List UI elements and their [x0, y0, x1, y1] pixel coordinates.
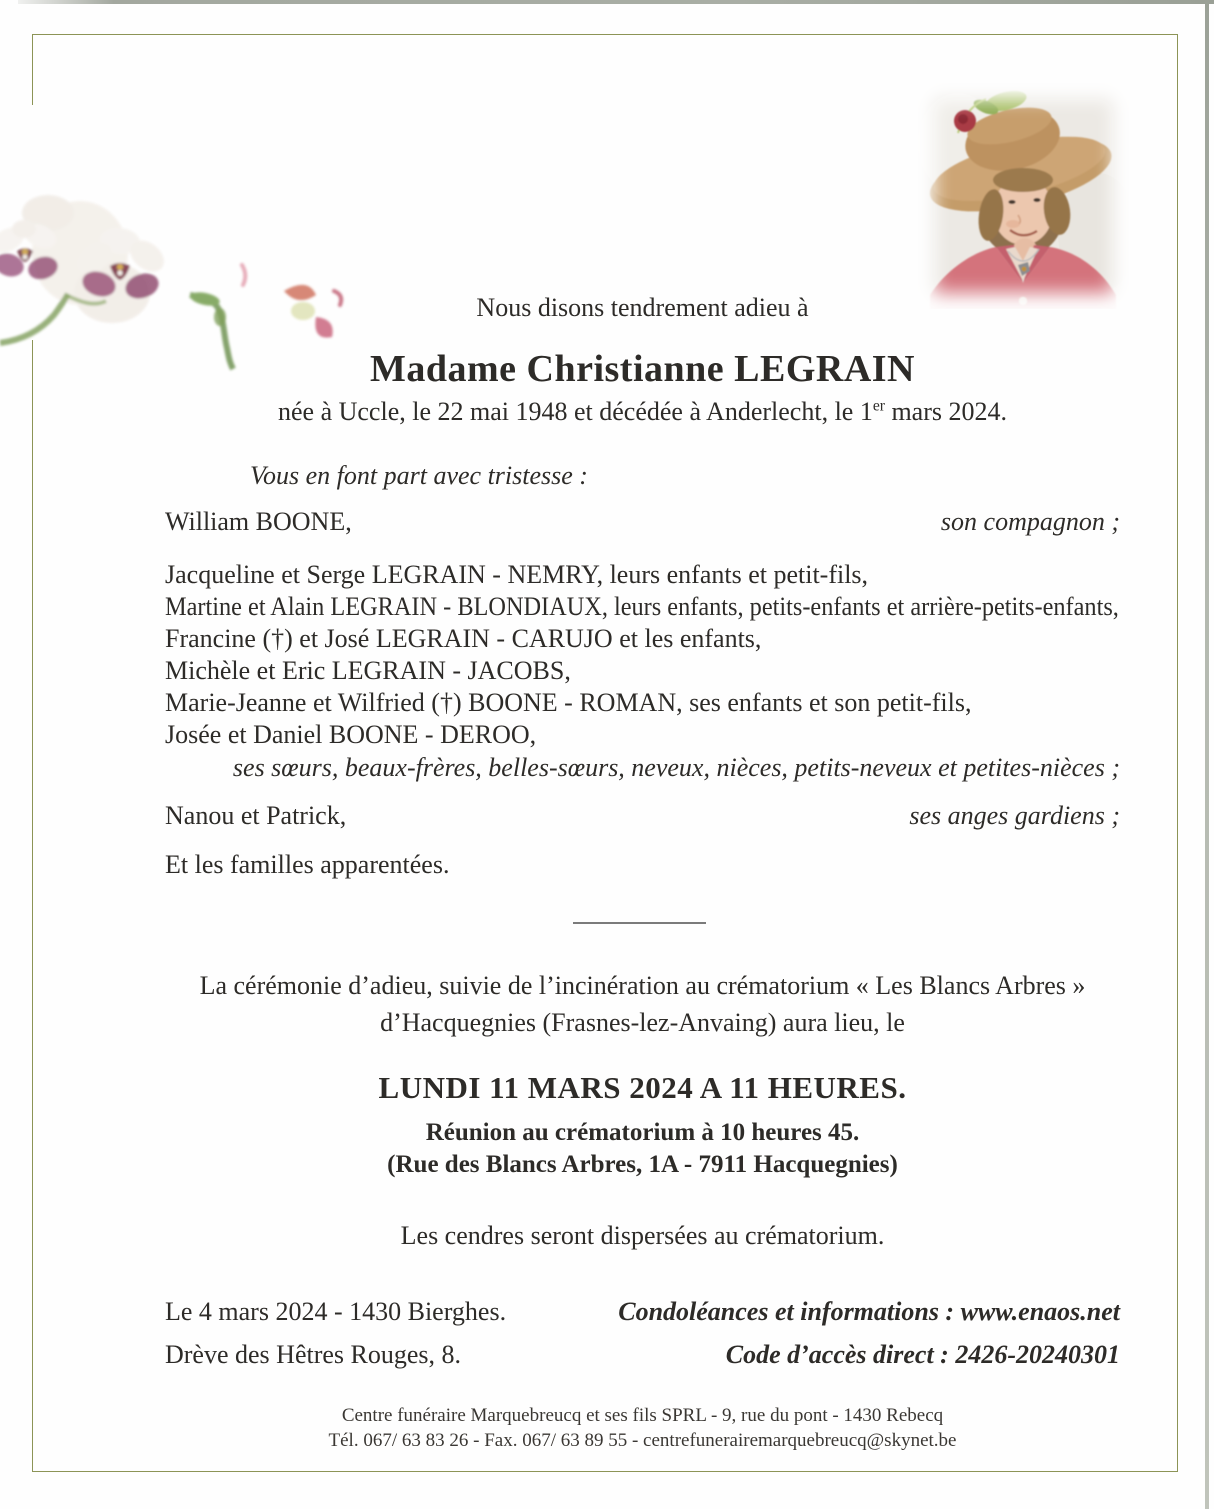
- family-line: Francine (†) et José LEGRAIN - CARUJO et les enfants,: [165, 624, 762, 653]
- funeral-home-line-2: Tél. 067/ 63 83 26 - Fax. 067/ 63 89 55 - centrefunerairemarquebreucq@skynet.be: [328, 1430, 957, 1451]
- closing-street: Drève des Hêtres Rouges, 8.: [165, 1340, 462, 1369]
- ordinal-superscript: er: [872, 397, 885, 415]
- guardians-names: Nanou et Patrick,: [165, 801, 347, 830]
- funeral-home-line-1: Centre funéraire Marquebreucq et ses fils SPRL - 9, rue du pont - 1430 Rebecq: [341, 1405, 944, 1426]
- related-families-line: Et les familles apparentées.: [165, 850, 450, 879]
- scan-edge-top: [18, 0, 1214, 4]
- family-line: Michèle et Eric LEGRAIN - JACOBS,: [165, 656, 571, 685]
- ceremony-address-line: (Rue des Blancs Arbres, 1A - 7911 Hacquegnies): [387, 1151, 898, 1178]
- ceremony-date-line: LUNDI 11 MARS 2024 A 11 HEURES.: [378, 1070, 907, 1105]
- orchid-illustration: [0, 105, 360, 385]
- birth-death-pre: née à Uccle, le 22 mai 1948 et décédée à Anderlecht, le 1: [278, 397, 873, 426]
- birth-death-line: [90, 397, 1195, 427]
- ashes-line: Les cendres seront dispersées au crématorium.: [400, 1221, 885, 1250]
- intro-line: Nous disons tendrement adieu à: [476, 293, 809, 322]
- ceremony-line-2: d’Hacquegnies (Frasnes-lez-Anvaing) aura lieu, le: [380, 1008, 905, 1037]
- family-line: [165, 592, 1185, 622]
- portrait-photo-image: [918, 83, 1129, 309]
- family-relation-line: ses sœurs, beaux-frères, belles-sœurs, neveux, nièces, petits-neveux et petites-nièces ;: [232, 753, 1120, 782]
- access-code-line: Code d’accès direct : 2426-20240301: [725, 1340, 1120, 1369]
- family-line: Marie-Jeanne et Wilfried (†) BOONE - ROMAN, ses enfants et son petit-fils,: [165, 688, 972, 717]
- portrait-photo: [918, 83, 1129, 309]
- section-divider: [573, 922, 706, 924]
- family-line: Josée et Daniel BOONE - DEROO,: [165, 720, 537, 749]
- family-line: Jacqueline et Serge LEGRAIN - NEMRY, leurs enfants et petit-fils,: [165, 560, 869, 589]
- family-line-text: Martine et Alain LEGRAIN - BLONDIAUX, leurs enfants, petits-enfants et arrière-petits-enfants,: [165, 592, 1119, 621]
- guardians-relation: ses anges gardiens ;: [909, 801, 1120, 830]
- companion-relation: son compagnon ;: [940, 507, 1120, 536]
- companion-names: William BOONE,: [165, 507, 352, 536]
- ceremony-meeting-line: Réunion au crématorium à 10 heures 45.: [425, 1119, 860, 1146]
- birth-death-post: mars 2024.: [884, 397, 1007, 426]
- announce-line: Vous en font part avec tristesse :: [250, 461, 588, 490]
- orchid-decoration: [0, 105, 360, 385]
- closing-date-place: Le 4 mars 2024 - 1430 Bierghes.: [165, 1297, 507, 1326]
- deceased-name: Madame Christianne LEGRAIN: [369, 348, 916, 390]
- ceremony-line-1: La cérémonie d’adieu, suivie de l’incinération au crématorium « Les Blancs Arbres »: [199, 971, 1086, 1000]
- scan-edge-right: [1205, 0, 1209, 1509]
- condolences-line: Condoléances et informations : www.enaos.net: [618, 1297, 1120, 1326]
